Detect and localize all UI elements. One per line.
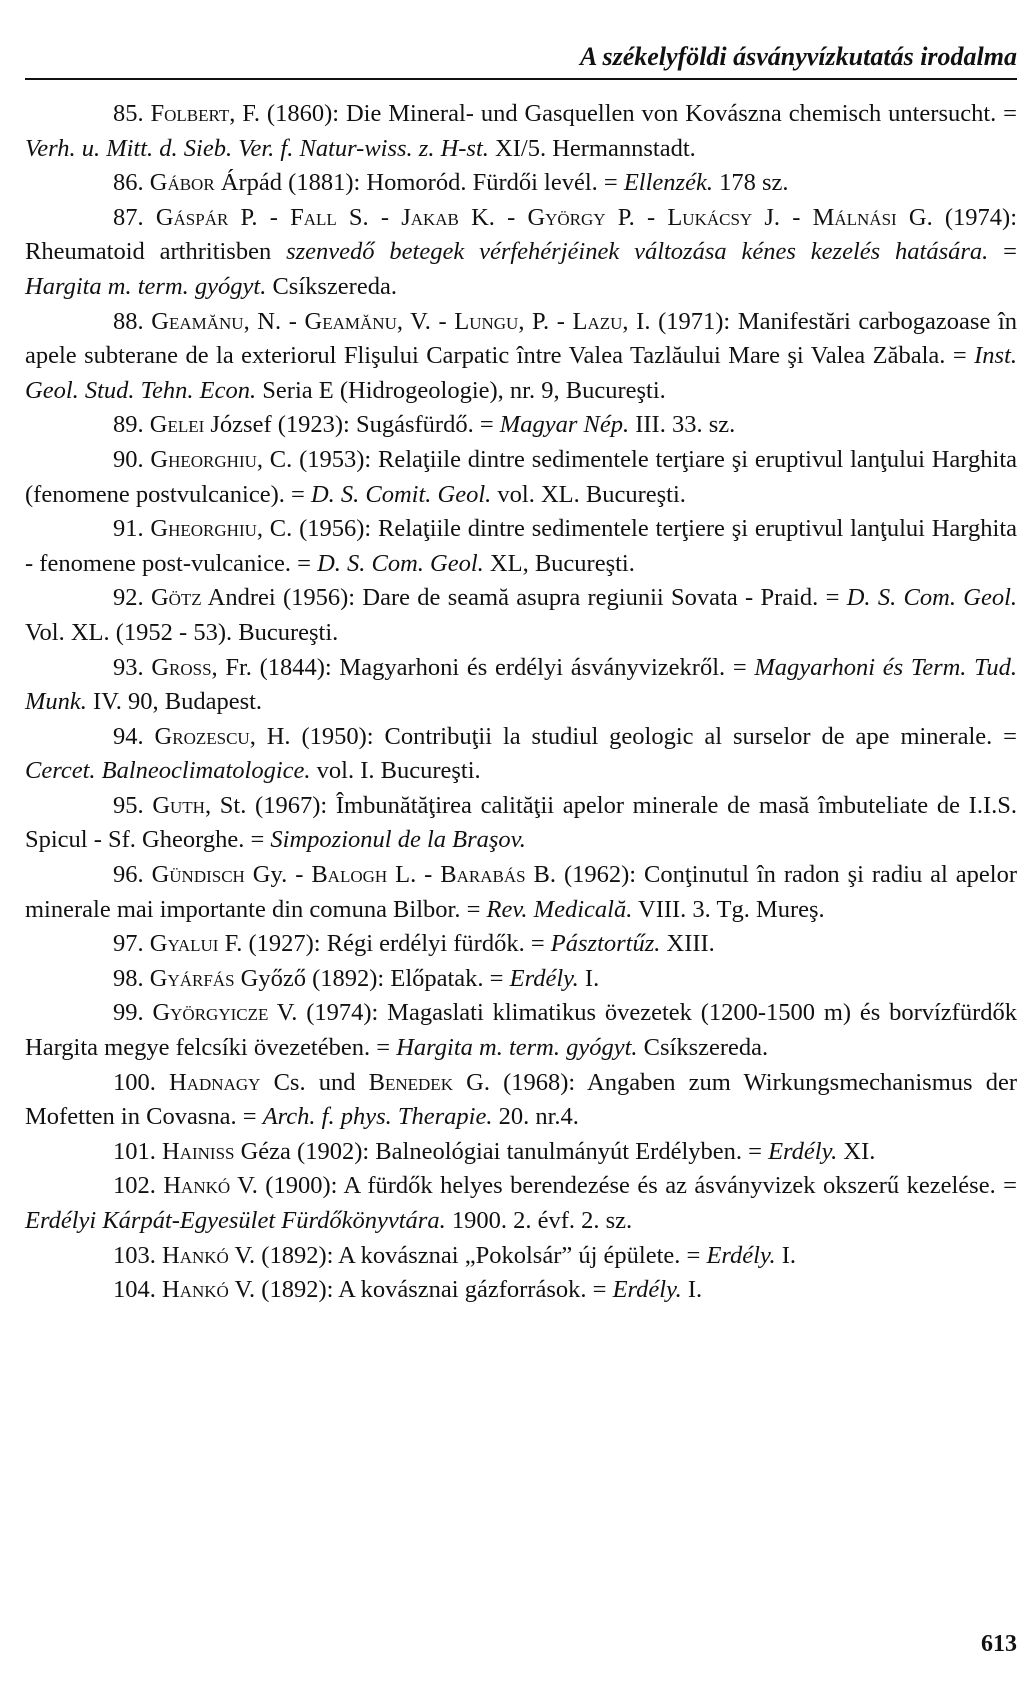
entry-text: Csíkszereda.: [266, 272, 397, 300]
publication-title: D. S. Com. Geol.: [317, 549, 484, 577]
entry-text: , C. (1953): Relaţiile dintre sedimentele terţiare şi eruptivul lanţului Harghita (fenomene postvulcanice). =: [25, 445, 1017, 508]
author-name: Györgyicze: [152, 999, 269, 1027]
author-name: Grozescu: [154, 722, 250, 750]
entry-text: vol. I. Bucureşti.: [310, 757, 481, 785]
bibliography-entry: [25, 166, 1017, 201]
entry-text: G. (1968): Angaben zum Wirkungsmechanismus der Mofetten in Covasna. =: [25, 1068, 1017, 1131]
entry-text: V. (1892): A kovásznai „Pokolsár” új épülete. =: [228, 1241, 707, 1269]
author-name: Benedek: [368, 1068, 453, 1096]
entry-text: XI.: [837, 1137, 876, 1165]
publication-title: Magyar Nép.: [499, 411, 630, 439]
publication-title: Simpozionul de la Braşov.: [270, 826, 526, 854]
publication-title: Erdélyi Kárpát-Egyesület Fürdőkönyvtára.: [25, 1207, 446, 1234]
entry-text: Csíkszereda.: [637, 1034, 769, 1062]
bibliography-entry: [25, 651, 1017, 720]
author-name: Geamănu: [151, 307, 244, 335]
entry-text: , St. (1967): Îmbunătăţirea calităţii apelor minerale de masă îmbuteliate de I.I.S. Spicul - Sf. Gheorghe. =: [25, 791, 1017, 854]
bibliography-entry: [25, 927, 1017, 962]
entry-text: 1900. 2. évf. 2. sz.: [445, 1207, 633, 1234]
entry-text: vol. XL. Bucureşti.: [491, 480, 686, 508]
entry-text: K. -: [458, 203, 528, 231]
author-name: Lungu: [454, 307, 519, 335]
author-name: Hankó: [162, 1241, 229, 1269]
entry-text: V. (1892): A kovásznai gázforrások. =: [228, 1276, 613, 1304]
bibliography-list: [25, 97, 1017, 1308]
author-name: Götz: [150, 584, 202, 612]
bibliography-entry: [25, 962, 1017, 997]
entry-text: 100.: [113, 1068, 170, 1096]
author-name: Barabás: [440, 861, 526, 889]
entry-text: Győző (1892): Előpatak. =: [234, 964, 510, 992]
author-name: Gündisch: [151, 861, 245, 889]
entry-text: 89.: [113, 411, 150, 439]
publication-title: Erdély.: [706, 1241, 776, 1269]
entry-text: Árpád (1881): Homoród. Fürdői levél. =: [214, 169, 624, 197]
author-name: Gábor: [149, 169, 215, 197]
publication-title: Rev. Medicală.: [486, 895, 633, 923]
entry-text: 88.: [113, 307, 152, 335]
entry-text: , H. (1950): Contribuţii la studiul geologic al surselor de ape minerale. =: [249, 722, 1018, 750]
entry-text: 98.: [113, 964, 150, 992]
author-name: Hankó: [163, 1172, 231, 1200]
entry-text: 91.: [113, 515, 151, 543]
entry-text: 94.: [113, 722, 155, 750]
entry-text: Géza (1902): Balneológiai tanulmányút Erdélyben. =: [234, 1137, 769, 1165]
entry-text: 101.: [113, 1137, 162, 1165]
publication-title: Verh. u. Mitt. d. Sieb. Ver. f. Natur-wiss. z. H-st.: [25, 134, 489, 162]
author-name: Geamănu: [304, 307, 397, 335]
bibliography-entry: [25, 201, 1017, 305]
author-name: Gheorghiu: [150, 445, 257, 473]
entry-text: XL, Bucureşti.: [483, 549, 635, 577]
author-name: Lazu: [572, 307, 623, 335]
entry-text: V. (1900): A fürdők helyes berendezése és az ásványvizek okszerű kezelése. =: [230, 1172, 1017, 1200]
entry-text: , P. -: [518, 307, 573, 335]
author-name: Jakab: [401, 203, 459, 231]
entry-text: F. (1927): Régi erdélyi fürdők. =: [218, 930, 551, 958]
entry-text: I.: [578, 964, 600, 992]
entry-text: Vol. XL. (1952 - 53). Bucureşti.: [25, 618, 339, 646]
entry-text: , F. (1860): Die Mineral- und Gasquellen von Kovászna chemisch untersucht. =: [229, 100, 1017, 127]
publication-title: Pásztortűz.: [550, 930, 661, 958]
author-name: Gheorghiu: [150, 515, 257, 543]
bibliography-entry: [25, 789, 1017, 858]
entry-text: G. (1974): Rheumatoid arthritisben: [25, 203, 1018, 266]
entry-text: 92.: [113, 584, 151, 612]
bibliography-entry: [25, 1239, 1017, 1274]
bibliography-entry: [25, 97, 1017, 166]
entry-text: Gy. -: [244, 861, 312, 889]
entry-text: József (1923): Sugásfürdő. =: [204, 411, 500, 439]
publication-title: Erdély.: [612, 1276, 682, 1304]
publication-title: Hargita m. term. gyógyt.: [396, 1034, 638, 1062]
entry-text: =: [988, 238, 1017, 266]
running-title: A székelyföldi ásványvízkutatás irodalma: [580, 42, 1017, 71]
entry-text: 93.: [113, 653, 152, 681]
author-name: Málnási: [812, 203, 897, 231]
entry-text: I.: [775, 1241, 797, 1269]
entry-text: 99.: [113, 999, 153, 1027]
entry-text: P. -: [228, 203, 291, 231]
bibliography-entry: [25, 858, 1017, 927]
entry-text: Andrei (1956): Dare de seamă asupra regiunii Sovata - Praid. =: [201, 584, 847, 612]
author-name: Gross: [151, 653, 212, 681]
author-name: Gáspár: [155, 203, 229, 231]
bibliography-entry: [25, 1135, 1017, 1170]
entry-text: 103.: [113, 1241, 162, 1269]
entry-text: 104.: [113, 1276, 162, 1304]
author-name: Gyárfás: [149, 964, 235, 992]
entry-text: III. 33. sz.: [629, 411, 736, 439]
publication-title: D. S. Comit. Geol.: [310, 480, 492, 508]
entry-text: B. (1962): Conţinutul în radon şi radiu al apelor minerale mai importante din comuna Bilbor. =: [25, 861, 1018, 923]
bibliography-entry: [25, 1169, 1017, 1238]
author-name: Gyalui: [149, 930, 219, 958]
publication-title: Arch. f. phys. Therapie.: [262, 1103, 493, 1131]
publication-title: D. S. Com. Geol.: [846, 584, 1018, 612]
entry-text: , V. -: [396, 307, 455, 335]
author-name: Hankó: [162, 1276, 229, 1304]
entry-text: L. -: [387, 861, 441, 889]
entry-text: 85.: [113, 100, 151, 127]
bibliography-entry: [25, 1273, 1017, 1308]
entry-text: 96.: [113, 861, 152, 889]
entry-text: , Fr. (1844): Magyarhoni és erdélyi ásványvizekről. =: [211, 653, 755, 681]
author-name: Fall: [290, 203, 337, 231]
author-name: Gelei: [149, 411, 205, 439]
bibliography-entry: [25, 581, 1017, 650]
entry-text: IV. 90, Budapest.: [86, 688, 263, 716]
entry-text: 20. nr.4.: [492, 1103, 579, 1131]
bibliography-entry: [25, 443, 1017, 512]
entry-text: V. (1974): Magaslati klimatikus övezetek (1200-1500 m) és borvízfürdők Hargita megye felcsíki övezetében. =: [25, 999, 1018, 1062]
entry-text: P. -: [605, 203, 668, 231]
bibliography-entry: [25, 996, 1017, 1065]
author-name: Hadnagy: [169, 1068, 261, 1096]
publication-title: Ellenzék.: [623, 169, 713, 197]
entry-text: 86.: [113, 169, 150, 197]
entry-text: 97.: [113, 930, 150, 958]
bibliography-entry: [25, 305, 1017, 409]
author-name: Guth: [152, 791, 205, 819]
bibliography-entry: [25, 1066, 1017, 1135]
author-name: Folbert: [150, 100, 230, 127]
entry-text: VIII. 3. Tg. Mureş.: [632, 895, 825, 923]
entry-text: 95.: [113, 791, 153, 819]
publication-title: Erdély.: [768, 1137, 838, 1165]
publication-title: szenvedő betegek vérfehérjéinek változása kénes kezelés hatására.: [286, 238, 989, 266]
entry-text: , N. -: [243, 307, 305, 335]
entry-text: I.: [681, 1276, 703, 1304]
author-name: György: [527, 203, 606, 231]
entry-text: Seria E (Hidrogeologie), nr. 9, Bucureşti.: [256, 376, 666, 404]
bibliography-entry: [25, 408, 1017, 443]
entry-text: , I. (1971): Manifestări carbogazoase în apele subterane de la exteriorul Flişului Carpatic între Valea Tazlăului Mare şi Valea Zăbala. =: [25, 307, 1017, 370]
entry-text: S. -: [336, 203, 402, 231]
publication-title: Hargita m. term. gyógyt.: [25, 272, 267, 300]
entry-text: 87.: [113, 203, 156, 231]
entry-text: Cs. und: [260, 1068, 369, 1096]
entry-text: 178 sz.: [712, 169, 789, 197]
entry-text: , C. (1956): Relaţiile dintre sedimentele terţiere şi eruptivul lanţului Harghita - fenomene post-vulcanice. =: [25, 515, 1017, 577]
publication-title: Cercet. Balneoclimatologice.: [25, 757, 311, 785]
header-rule: [25, 78, 1017, 80]
publication-title: Erdély.: [509, 964, 579, 992]
author-name: Balogh: [311, 861, 388, 889]
author-name: Hainiss: [162, 1137, 235, 1165]
entry-text: XIII.: [660, 930, 715, 958]
bibliography-entry: [25, 512, 1017, 581]
entry-text: J. -: [752, 203, 813, 231]
publication-title: Magyarhoni és Term. Tud. Munk.: [25, 653, 1018, 716]
page-number: 613: [981, 1631, 1017, 1657]
entry-text: 102.: [113, 1172, 164, 1200]
entry-text: XI/5. Hermannstadt.: [488, 134, 696, 162]
bibliography-entry: [25, 720, 1017, 789]
publication-title: Inst. Geol. Stud. Tehn. Econ.: [25, 342, 1017, 404]
author-name: Lukácsy: [667, 203, 753, 231]
entry-text: 90.: [113, 445, 151, 473]
